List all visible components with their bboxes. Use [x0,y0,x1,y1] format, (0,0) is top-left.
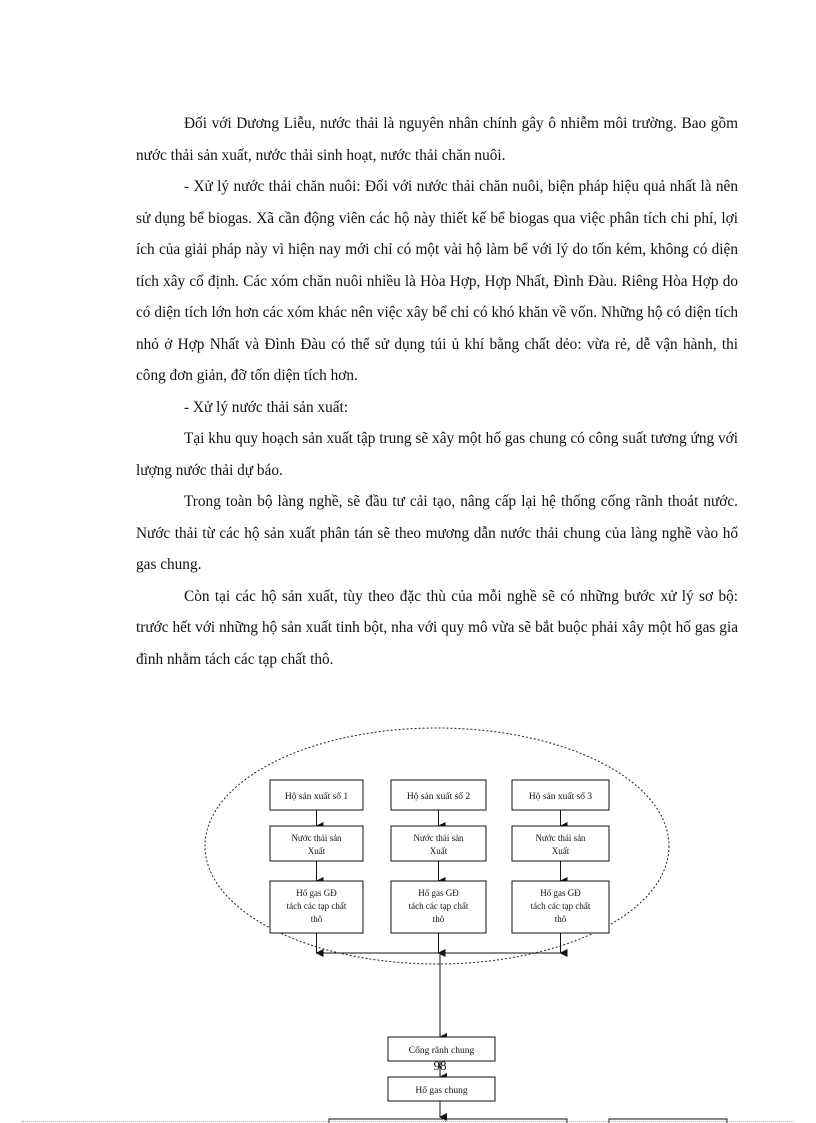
gas-label-3a: Hố gas GĐ [540,888,581,898]
page-number: 98 [433,1058,447,1073]
wastewater-label-3a: Nước thải sản [535,833,586,843]
wastewater-label-2a: Nước thải sản [413,833,464,843]
paragraph-intro: Đối với Dương Liễu, nước thải là nguyên nhân chính gây ô nhiễm môi trường. Bao gồm nước thải sản xuất, nước thải sinh hoạt, nước thải chăn nuôi. [136,115,738,164]
gas-label-3b: tách các tạp chất [530,901,591,911]
gas-label-2b: tách các tạp chất [408,901,469,911]
producer-label-1: Hộ sản xuất số 1 [284,792,349,802]
common-gas-label: Hố gas chung [415,1086,468,1096]
paragraph-livestock: - Xử lý nước thải chăn nuôi: Đối với nước thải chăn nuôi, biện pháp hiệu quả nhất là nên sử dụng bể biogas. Xã cần động viên các hộ này thiết kế bể biogas qua việc phân tích chi phí, lợi ích của giải pháp này vì hiện nay mới chỉ có một vài hộ làm bể với lý do tốn kém, không có diện tích xây cố định. Các xóm chăn nuôi nhiều là Hòa Hợp, Hợp Nhất, Đình Đàu. Riêng Hòa Hợp do có diện tích lớn hơn các xóm khác nên việc xây bể chỉ có khó khăn về vốn. Những hộ có diện tích nhỏ ở Hợp Nhất và Đình Đàu có thể sử dụng túi ủ khí bằng chất dẻo: vừa rẻ, dễ vận hành, thi công đơn giản, đỡ tốn diện tích hơn. [136,178,738,384]
paragraph-planning-area: Tại khu quy hoạch sản xuất tập trung sẽ xây một hố gas chung có công suất tương ứng với lượng nước thải dự báo. [136,430,738,479]
wastewater-label-3b: Xuất [551,846,570,856]
gas-label-2a: Hố gas GĐ [418,888,459,898]
paragraph-production-heading: - Xử lý nước thải sản xuất: [184,398,349,416]
producer-column-1 [270,780,363,953]
gas-label-1a: Hố gas GĐ [296,888,337,898]
gas-label-2c: thô [432,914,445,924]
wastewater-label-1b: Xuất [307,846,326,856]
gas-label-1b: tách các tạp chất [286,901,347,911]
gas-label-1c: thô [310,914,323,924]
producer-column-3 [512,780,609,953]
producer-column-2 [391,780,486,953]
producer-label-2: Hộ sản xuất số 2 [406,792,471,802]
page-bottom-rule [22,1121,794,1122]
wastewater-label-2b: Xuất [429,846,448,856]
common-drain-label: Cống rãnh chung [408,1046,475,1056]
gas-label-3c: thô [554,914,567,924]
paragraph-households: Còn tại các hộ sản xuất, tùy theo đặc thù của mỗi nghề sẽ có những bước xử lý sơ bộ: trước hết với những hộ sản xuất tinh bột, nha với quy mô vừa sẽ bắt buộc phải xây một hố gas gia đình nhằm tách các tạp chất thô. [136,587,738,668]
wastewater-label-1a: Nước thải sản [291,833,342,843]
paragraph-drainage: Trong toàn bộ làng nghề, sẽ đầu tư cải tạo, nâng cấp lại hệ thống cống rãnh thoát nước. Nước thải từ các hộ sản xuất phân tán sẽ theo mương dẫn nước thải chung của làng nghề vào hố gas chung. [136,493,738,573]
producer-label-3: Hộ sản xuất số 3 [528,792,593,802]
